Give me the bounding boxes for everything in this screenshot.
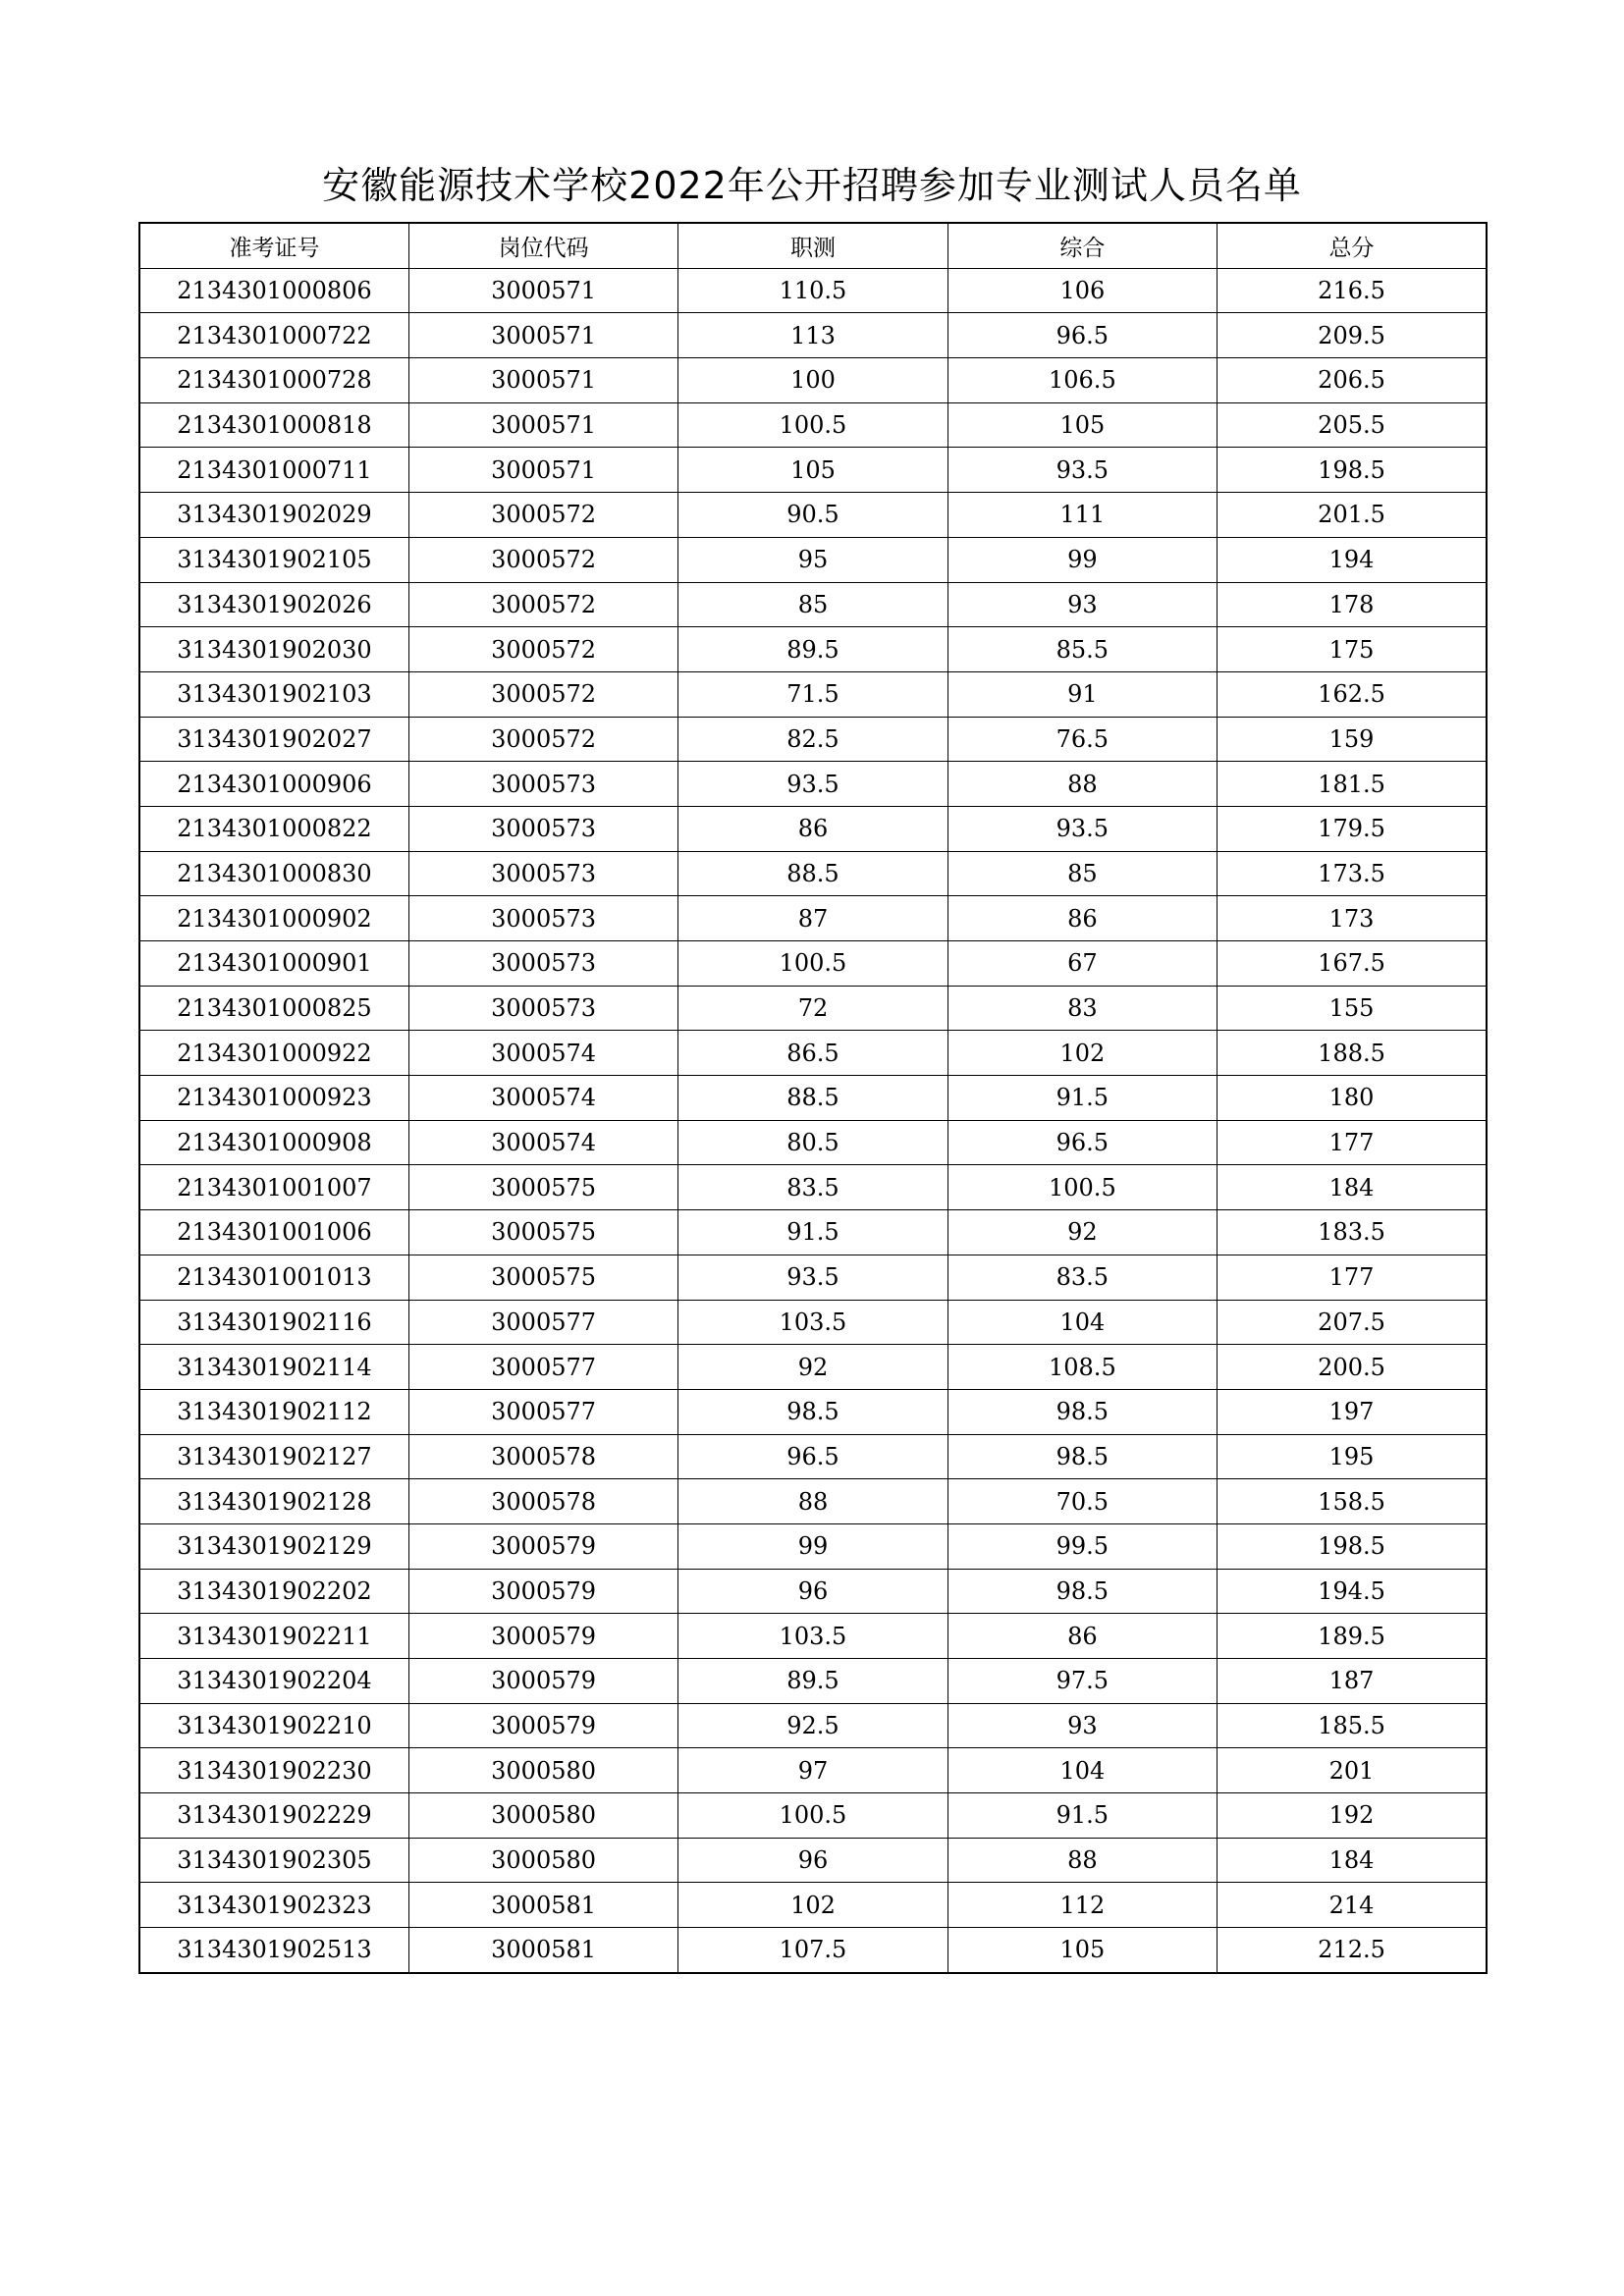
comprehensive-score-cell: 98.5 [947, 1434, 1217, 1479]
position-code-cell: 3000577 [408, 1345, 677, 1390]
admission-ticket-cell: 2134301000728 [139, 358, 408, 403]
table-row [139, 1300, 1487, 1345]
aptitude-score-cell: 72 [678, 986, 947, 1031]
position-code-cell: 3000572 [408, 582, 677, 627]
position-code-cell: 3000571 [408, 358, 677, 403]
total-score-header: 总分 [1218, 223, 1487, 268]
position-code-cell: 3000579 [408, 1569, 677, 1614]
position-code-cell: 3000573 [408, 941, 677, 987]
table-row [139, 1523, 1487, 1569]
comprehensive-score-cell: 91.5 [947, 1076, 1217, 1121]
admission-ticket-cell: 2134301000922 [139, 1031, 408, 1076]
admission-ticket-cell: 3134301902229 [139, 1793, 408, 1839]
position-code-cell: 3000572 [408, 537, 677, 582]
table-row [139, 1748, 1487, 1793]
total-score-cell: 187 [1218, 1659, 1487, 1704]
table-row [139, 582, 1487, 627]
aptitude-score-cell: 100.5 [678, 1793, 947, 1839]
candidate-score-table [138, 222, 1488, 1974]
aptitude-score-cell: 86 [678, 806, 947, 851]
table-row [139, 1076, 1487, 1121]
total-score-cell: 183.5 [1218, 1210, 1487, 1255]
total-score-cell: 175 [1218, 627, 1487, 672]
aptitude-score-cell: 110.5 [678, 268, 947, 313]
aptitude-score-cell: 92.5 [678, 1703, 947, 1748]
comprehensive-score-cell: 104 [947, 1748, 1217, 1793]
aptitude-score-cell: 113 [678, 313, 947, 358]
aptitude-score-cell: 98.5 [678, 1389, 947, 1434]
table-row [139, 1883, 1487, 1928]
admission-ticket-cell: 3134301902513 [139, 1928, 408, 1973]
table-row [139, 806, 1487, 851]
aptitude-score-cell: 103.5 [678, 1614, 947, 1659]
comprehensive-score-cell: 112 [947, 1883, 1217, 1928]
position-code-cell: 3000573 [408, 896, 677, 941]
aptitude-score-cell: 100 [678, 358, 947, 403]
table-row [139, 1569, 1487, 1614]
position-code-header: 岗位代码 [408, 223, 677, 268]
admission-ticket-cell: 3134301902030 [139, 627, 408, 672]
comprehensive-header: 综合 [947, 223, 1217, 268]
total-score-cell: 173 [1218, 896, 1487, 941]
aptitude-score-cell: 93.5 [678, 762, 947, 807]
table-row [139, 1031, 1487, 1076]
admission-ticket-cell: 2134301000806 [139, 268, 408, 313]
admission-ticket-cell: 3134301902230 [139, 1748, 408, 1793]
table-row [139, 537, 1487, 582]
aptitude-score-cell: 103.5 [678, 1300, 947, 1345]
total-score-cell: 198.5 [1218, 448, 1487, 493]
table-row [139, 358, 1487, 403]
total-score-cell: 207.5 [1218, 1300, 1487, 1345]
aptitude-score-cell: 96 [678, 1838, 947, 1883]
admission-ticket-cell: 3134301902127 [139, 1434, 408, 1479]
admission-ticket-cell: 3134301902116 [139, 1300, 408, 1345]
position-code-cell: 3000579 [408, 1523, 677, 1569]
admission-ticket-cell: 2134301000822 [139, 806, 408, 851]
admission-ticket-cell: 3134301902129 [139, 1523, 408, 1569]
table-row [139, 1120, 1487, 1165]
admission-ticket-cell: 2134301000902 [139, 896, 408, 941]
aptitude-score-cell: 107.5 [678, 1928, 947, 1973]
admission-ticket-cell: 3134301902027 [139, 717, 408, 762]
comprehensive-score-cell: 86 [947, 896, 1217, 941]
comprehensive-score-cell: 102 [947, 1031, 1217, 1076]
position-code-cell: 3000579 [408, 1614, 677, 1659]
comprehensive-score-cell: 106 [947, 268, 1217, 313]
aptitude-score-cell: 102 [678, 1883, 947, 1928]
position-code-cell: 3000572 [408, 493, 677, 538]
total-score-cell: 216.5 [1218, 268, 1487, 313]
table-row [139, 1434, 1487, 1479]
aptitude-score-cell: 92 [678, 1345, 947, 1390]
total-score-cell: 212.5 [1218, 1928, 1487, 1973]
position-code-cell: 3000573 [408, 851, 677, 896]
total-score-cell: 194 [1218, 537, 1487, 582]
comprehensive-score-cell: 104 [947, 1300, 1217, 1345]
total-score-cell: 184 [1218, 1838, 1487, 1883]
admission-ticket-cell: 3134301902112 [139, 1389, 408, 1434]
admission-ticket-cell: 3134301902210 [139, 1703, 408, 1748]
total-score-cell: 179.5 [1218, 806, 1487, 851]
table-row [139, 1389, 1487, 1434]
comprehensive-score-cell: 93.5 [947, 448, 1217, 493]
total-score-cell: 214 [1218, 1883, 1487, 1928]
total-score-cell: 197 [1218, 1389, 1487, 1434]
position-code-cell: 3000572 [408, 627, 677, 672]
aptitude-score-cell: 91.5 [678, 1210, 947, 1255]
comprehensive-score-cell: 88 [947, 1838, 1217, 1883]
table-row [139, 986, 1487, 1031]
admission-ticket-cell: 2134301001007 [139, 1165, 408, 1210]
admission-ticket-cell: 2134301000908 [139, 1120, 408, 1165]
comprehensive-score-cell: 98.5 [947, 1389, 1217, 1434]
total-score-cell: 205.5 [1218, 402, 1487, 448]
admission-ticket-cell: 2134301001013 [139, 1255, 408, 1300]
total-score-cell: 200.5 [1218, 1345, 1487, 1390]
table-row [139, 941, 1487, 987]
aptitude-score-cell: 88.5 [678, 1076, 947, 1121]
comprehensive-score-cell: 67 [947, 941, 1217, 987]
comprehensive-score-cell: 93.5 [947, 806, 1217, 851]
table-row [139, 268, 1487, 313]
comprehensive-score-cell: 93 [947, 582, 1217, 627]
table-row [139, 762, 1487, 807]
comprehensive-score-cell: 88 [947, 762, 1217, 807]
table-body [139, 268, 1487, 1973]
table-row [139, 1255, 1487, 1300]
position-code-cell: 3000571 [408, 448, 677, 493]
total-score-cell: 177 [1218, 1120, 1487, 1165]
total-score-cell: 162.5 [1218, 671, 1487, 717]
total-score-cell: 155 [1218, 986, 1487, 1031]
position-code-cell: 3000579 [408, 1659, 677, 1704]
total-score-cell: 173.5 [1218, 851, 1487, 896]
table-row [139, 1793, 1487, 1839]
aptitude-score-cell: 100.5 [678, 402, 947, 448]
aptitude-score-cell: 88.5 [678, 851, 947, 896]
table-row [139, 448, 1487, 493]
total-score-cell: 206.5 [1218, 358, 1487, 403]
position-code-cell: 3000571 [408, 313, 677, 358]
admission-ticket-cell: 2134301001006 [139, 1210, 408, 1255]
total-score-cell: 181.5 [1218, 762, 1487, 807]
position-code-cell: 3000573 [408, 986, 677, 1031]
admission-ticket-cell: 3134301902204 [139, 1659, 408, 1704]
table-row [139, 896, 1487, 941]
aptitude-score-cell: 71.5 [678, 671, 947, 717]
position-code-cell: 3000579 [408, 1703, 677, 1748]
comprehensive-score-cell: 111 [947, 493, 1217, 538]
comprehensive-score-cell: 99.5 [947, 1523, 1217, 1569]
total-score-cell: 158.5 [1218, 1479, 1487, 1524]
header-row [139, 223, 1487, 268]
position-code-cell: 3000580 [408, 1793, 677, 1839]
comprehensive-score-cell: 76.5 [947, 717, 1217, 762]
table-row [139, 1479, 1487, 1524]
aptitude-score-cell: 86.5 [678, 1031, 947, 1076]
position-code-cell: 3000572 [408, 717, 677, 762]
aptitude-score-cell: 87 [678, 896, 947, 941]
aptitude-score-cell: 105 [678, 448, 947, 493]
table-row [139, 1210, 1487, 1255]
position-code-cell: 3000575 [408, 1210, 677, 1255]
position-code-cell: 3000578 [408, 1479, 677, 1524]
position-code-cell: 3000580 [408, 1748, 677, 1793]
table-row [139, 1345, 1487, 1390]
admission-ticket-cell: 3134301902026 [139, 582, 408, 627]
table-row [139, 1659, 1487, 1704]
admission-ticket-cell: 3134301902323 [139, 1883, 408, 1928]
aptitude-test-header: 职测 [678, 223, 947, 268]
table-row [139, 671, 1487, 717]
table-row [139, 313, 1487, 358]
comprehensive-score-cell: 92 [947, 1210, 1217, 1255]
position-code-cell: 3000575 [408, 1165, 677, 1210]
comprehensive-score-cell: 106.5 [947, 358, 1217, 403]
position-code-cell: 3000573 [408, 806, 677, 851]
total-score-cell: 201 [1218, 1748, 1487, 1793]
comprehensive-score-cell: 99 [947, 537, 1217, 582]
total-score-cell: 184 [1218, 1165, 1487, 1210]
comprehensive-score-cell: 98.5 [947, 1569, 1217, 1614]
aptitude-score-cell: 99 [678, 1523, 947, 1569]
position-code-cell: 3000572 [408, 671, 677, 717]
position-code-cell: 3000573 [408, 762, 677, 807]
position-code-cell: 3000574 [408, 1076, 677, 1121]
admission-ticket-cell: 2134301000825 [139, 986, 408, 1031]
total-score-cell: 185.5 [1218, 1703, 1487, 1748]
admission-ticket-header: 准考证号 [139, 223, 408, 268]
aptitude-score-cell: 88 [678, 1479, 947, 1524]
table-row [139, 1614, 1487, 1659]
table-row [139, 1838, 1487, 1883]
total-score-cell: 195 [1218, 1434, 1487, 1479]
comprehensive-score-cell: 85.5 [947, 627, 1217, 672]
admission-ticket-cell: 2134301000722 [139, 313, 408, 358]
position-code-cell: 3000571 [408, 402, 677, 448]
aptitude-score-cell: 95 [678, 537, 947, 582]
aptitude-score-cell: 89.5 [678, 627, 947, 672]
admission-ticket-cell: 3134301902202 [139, 1569, 408, 1614]
aptitude-score-cell: 97 [678, 1748, 947, 1793]
admission-ticket-cell: 2134301000923 [139, 1076, 408, 1121]
position-code-cell: 3000574 [408, 1031, 677, 1076]
position-code-cell: 3000577 [408, 1300, 677, 1345]
comprehensive-score-cell: 83 [947, 986, 1217, 1031]
admission-ticket-cell: 3134301902105 [139, 537, 408, 582]
position-code-cell: 3000577 [408, 1389, 677, 1434]
comprehensive-score-cell: 105 [947, 402, 1217, 448]
admission-ticket-cell: 3134301902128 [139, 1479, 408, 1524]
comprehensive-score-cell: 93 [947, 1703, 1217, 1748]
total-score-cell: 194.5 [1218, 1569, 1487, 1614]
total-score-cell: 189.5 [1218, 1614, 1487, 1659]
total-score-cell: 198.5 [1218, 1523, 1487, 1569]
position-code-cell: 3000581 [408, 1883, 677, 1928]
admission-ticket-cell: 3134301902114 [139, 1345, 408, 1390]
admission-ticket-cell: 2134301000906 [139, 762, 408, 807]
table-row [139, 493, 1487, 538]
comprehensive-score-cell: 83.5 [947, 1255, 1217, 1300]
position-code-cell: 3000580 [408, 1838, 677, 1883]
comprehensive-score-cell: 96.5 [947, 1120, 1217, 1165]
aptitude-score-cell: 96 [678, 1569, 947, 1614]
admission-ticket-cell: 3134301902305 [139, 1838, 408, 1883]
table-row [139, 851, 1487, 896]
total-score-cell: 177 [1218, 1255, 1487, 1300]
comprehensive-score-cell: 105 [947, 1928, 1217, 1973]
comprehensive-score-cell: 85 [947, 851, 1217, 896]
admission-ticket-cell: 3134301902211 [139, 1614, 408, 1659]
table-header [139, 223, 1487, 268]
position-code-cell: 3000578 [408, 1434, 677, 1479]
admission-ticket-cell: 2134301000711 [139, 448, 408, 493]
admission-ticket-cell: 2134301000901 [139, 941, 408, 987]
comprehensive-score-cell: 108.5 [947, 1345, 1217, 1390]
comprehensive-score-cell: 91.5 [947, 1793, 1217, 1839]
total-score-cell: 159 [1218, 717, 1487, 762]
page-title: 安徽能源技术学校2022年公开招聘参加专业测试人员名单 [322, 164, 1302, 207]
aptitude-score-cell: 90.5 [678, 493, 947, 538]
aptitude-score-cell: 83.5 [678, 1165, 947, 1210]
admission-ticket-cell: 3134301902029 [139, 493, 408, 538]
total-score-cell: 188.5 [1218, 1031, 1487, 1076]
total-score-cell: 180 [1218, 1076, 1487, 1121]
total-score-cell: 167.5 [1218, 941, 1487, 987]
admission-ticket-cell: 2134301000818 [139, 402, 408, 448]
comprehensive-score-cell: 96.5 [947, 313, 1217, 358]
aptitude-score-cell: 85 [678, 582, 947, 627]
total-score-cell: 201.5 [1218, 493, 1487, 538]
table-row [139, 1165, 1487, 1210]
comprehensive-score-cell: 97.5 [947, 1659, 1217, 1704]
table-row [139, 402, 1487, 448]
comprehensive-score-cell: 100.5 [947, 1165, 1217, 1210]
comprehensive-score-cell: 86 [947, 1614, 1217, 1659]
position-code-cell: 3000575 [408, 1255, 677, 1300]
table-row [139, 627, 1487, 672]
table-row [139, 1703, 1487, 1748]
aptitude-score-cell: 93.5 [678, 1255, 947, 1300]
comprehensive-score-cell: 70.5 [947, 1479, 1217, 1524]
total-score-cell: 192 [1218, 1793, 1487, 1839]
aptitude-score-cell: 82.5 [678, 717, 947, 762]
admission-ticket-cell: 2134301000830 [139, 851, 408, 896]
position-code-cell: 3000571 [408, 268, 677, 313]
aptitude-score-cell: 89.5 [678, 1659, 947, 1704]
aptitude-score-cell: 100.5 [678, 941, 947, 987]
table-row [139, 717, 1487, 762]
admission-ticket-cell: 3134301902103 [139, 671, 408, 717]
table-row [139, 1928, 1487, 1973]
position-code-cell: 3000574 [408, 1120, 677, 1165]
total-score-cell: 209.5 [1218, 313, 1487, 358]
position-code-cell: 3000581 [408, 1928, 677, 1973]
aptitude-score-cell: 96.5 [678, 1434, 947, 1479]
aptitude-score-cell: 80.5 [678, 1120, 947, 1165]
comprehensive-score-cell: 91 [947, 671, 1217, 717]
total-score-cell: 178 [1218, 582, 1487, 627]
